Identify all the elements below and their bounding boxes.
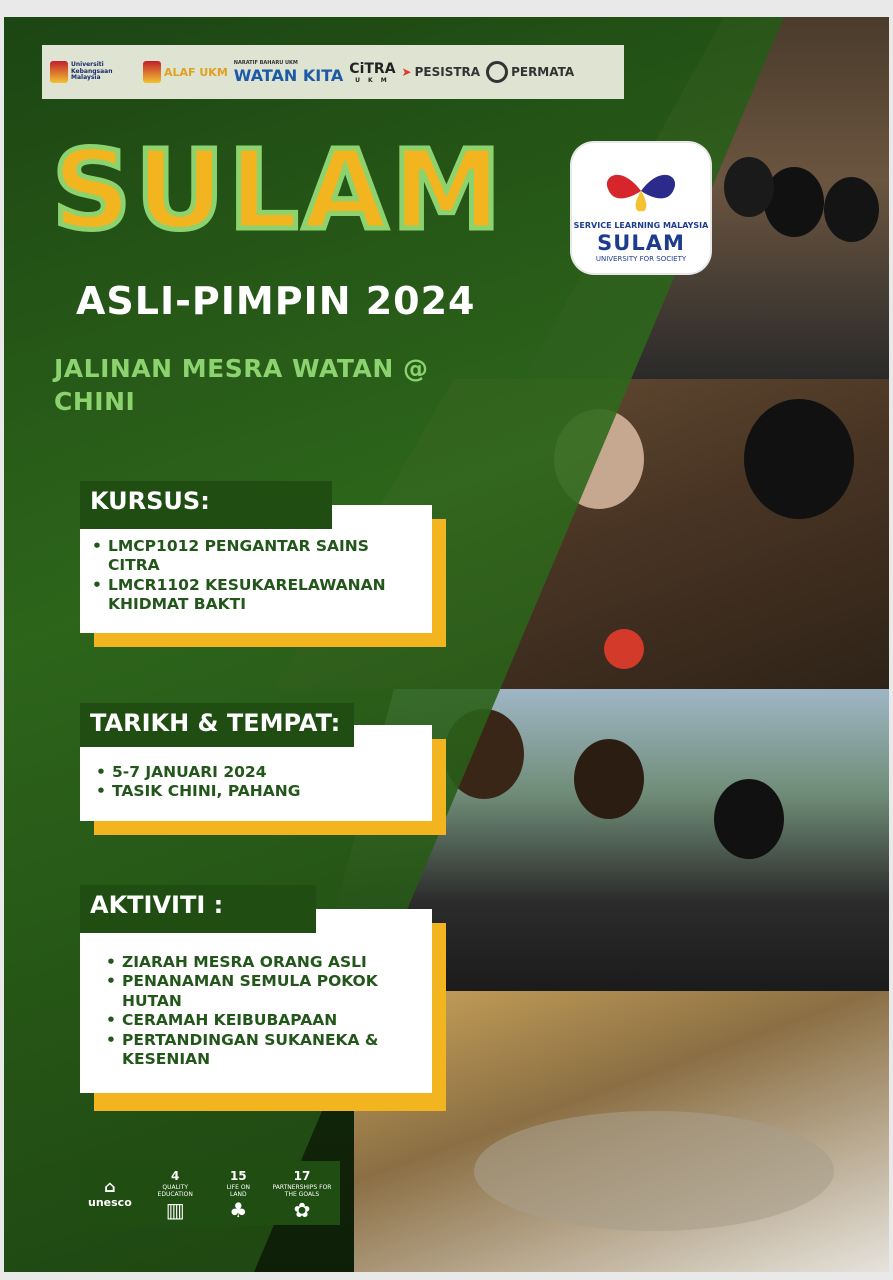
book-icon: ▥ — [165, 1197, 185, 1222]
aktiviti-list — [104, 953, 424, 1069]
tarikh-heading: TARIKH & TEMPAT: — [80, 703, 354, 747]
list-item: • 5-7 JANUARI 2024 — [94, 763, 424, 782]
permata-logo: PERMATA — [486, 61, 574, 83]
sulam-badge — [572, 143, 710, 273]
unesco-logo: ⌂ unesco — [88, 1177, 132, 1209]
event-subtitle: ASLI-PIMPIN 2024 — [76, 279, 476, 323]
list-item: • PERTANDINGAN SUKANEKA & KESENIAN — [104, 1031, 424, 1070]
ukm-crest-icon — [50, 61, 68, 83]
list-item: • PENANAMAN SEMULA POKOK HUTAN — [104, 972, 424, 1011]
ribbon-logo-icon — [602, 165, 680, 213]
sdg-goal-15: 15 LIFE ON LAND ♣ — [219, 1165, 258, 1222]
watan-kita-logo: NARATIF BAHARU UKM WATAN KITA — [233, 59, 344, 85]
permata-icon — [486, 61, 508, 83]
list-item: • LMCP1012 PENGANTAR SAINS CITRA — [90, 537, 420, 576]
sdg-strip — [80, 1161, 340, 1225]
list-item: • TASIK CHINI, PAHANG — [94, 782, 424, 801]
alaf-crest-icon — [143, 61, 161, 83]
kursus-heading: KURSUS: — [80, 481, 332, 529]
badge-name: SULAM — [597, 231, 685, 255]
badge-top-text: SERVICE LEARNING MALAYSIA — [573, 221, 709, 230]
kursus-list — [90, 537, 420, 615]
badge-tagline: UNIVERSITY FOR SOCIETY — [595, 255, 687, 263]
citra-logo: CiTRA U K M — [349, 60, 396, 84]
sdg-goal-4: 4 QUALITY EDUCATION ▥ — [146, 1165, 205, 1222]
flower-icon: ✿ — [293, 1197, 311, 1222]
poster — [4, 17, 889, 1272]
event-tagline: JALINAN MESRA WATAN @ CHINI — [54, 354, 429, 416]
alaf-logo: ALAF UKM — [143, 61, 228, 83]
ukm-logo: Universiti Kebangsaan Malaysia — [50, 61, 137, 83]
main-title: SULAM — [52, 126, 506, 254]
temple-icon: ⌂ — [104, 1177, 116, 1196]
list-item: • LMCR1102 KESUKARELAWANAN KHIDMAT BAKTI — [90, 576, 420, 615]
tarikh-list — [94, 763, 424, 802]
arrow-icon: ➤ — [401, 65, 412, 79]
partner-logo-bar — [42, 45, 624, 99]
tree-icon: ♣ — [229, 1197, 248, 1222]
pesistra-logo: ➤ PESISTRA — [401, 65, 481, 79]
aktiviti-heading: AKTIVITI : — [80, 885, 316, 933]
list-item: • CERAMAH KEIBUBAPAAN — [104, 1011, 424, 1030]
list-item: • ZIARAH MESRA ORANG ASLI — [104, 953, 424, 972]
sdg-goal-17: 17 PARTNERSHIPS FOR THE GOALS ✿ — [272, 1168, 332, 1222]
